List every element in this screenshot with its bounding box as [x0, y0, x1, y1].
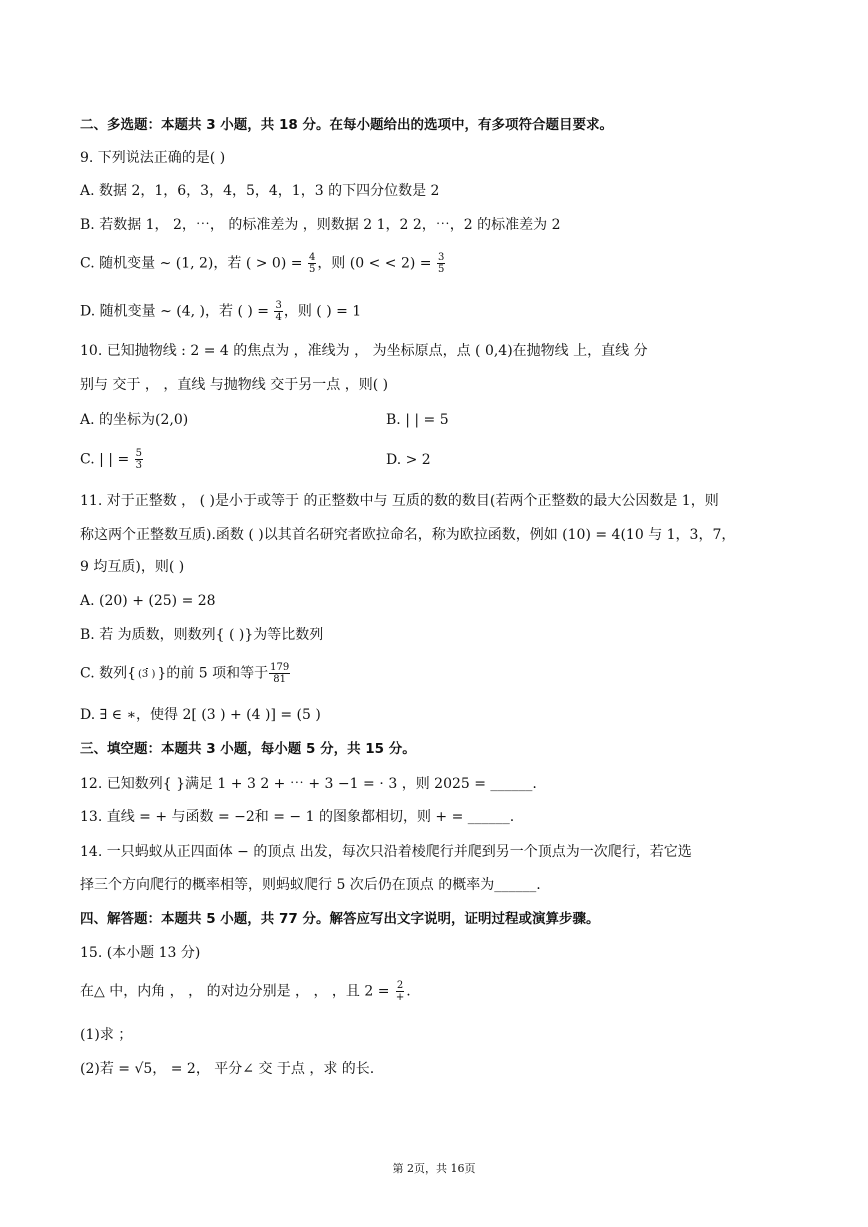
question-11-option-c [80, 662, 291, 685]
option-c-text: C. 数列{ [80, 665, 137, 682]
question-9-option-b: B. 若数据 1， 2，⋯， 的标准差为 ，则数据 2 1，2 2，⋯，2 的标准差为 2 [80, 217, 561, 233]
question-11-option-d: D. ∃ ∈ ∗，使得 2[ (3 ) + (4 )] = (5 ) [80, 707, 321, 723]
question-10-option-a: A. 的坐标为(2,0) [80, 412, 189, 428]
question-11-option-b: B. 若 为质数，则数列{ ( )}为等比数列 [80, 627, 324, 643]
question-9-stem: 9. 下列说法正确的是( ) [80, 150, 226, 166]
stem-text: . [406, 983, 411, 1000]
option-c-text: ，则 (0 < < 2) = [317, 255, 436, 272]
question-10-option-d: D. > 2 [386, 452, 431, 468]
option-c-text: }的前 5 项和等于 [157, 665, 269, 682]
question-9-option-a: A. 数据 2，1，6，3，4，5，4，1，3 的下四分位数是 2 [80, 183, 440, 199]
option-d-text: D. 随机变量 ∼ (4, )，若 ( ) = [80, 303, 274, 320]
fraction: $\frac{2}{+}$ [395, 980, 405, 1003]
option-d-text: ，则 ( ) = 1 [283, 303, 362, 320]
fraction: $\frac{5}{3}$ [135, 448, 143, 471]
question-10-line-1: 10. 已知抛物线 : 2 = 4 的焦点为 ，准线为 ， 为坐标原点，点 ( 0,4)在抛物线 上，直线 分 [80, 343, 648, 359]
option-c-text: C. 随机变量 ∼ (1, 2)，若 ( > 0) = [80, 255, 307, 272]
fraction: $\frac{4}{5}$ [308, 252, 316, 275]
question-10-option-b: B. | | = 5 [386, 412, 449, 428]
question-13: 13. 直线 = + 与函数 = −2和 = − 1 的图象都相切，则 + = ______. [80, 809, 515, 825]
question-15-part-1: (1)求 ； [80, 1027, 133, 1043]
question-9-option-d [80, 300, 361, 323]
question-10-option-c [80, 448, 144, 471]
question-11-option-a: A. (20) + (25) = 28 [80, 593, 216, 609]
section-heading-solutions: 四、解答题：本题共 5 小题，共 77 分。解答应写出文字说明，证明过程或演算步骤。 [80, 911, 600, 927]
question-12: 12. 已知数列{ }满足 1 + 3 2 + ⋯ + 3 −1 = ⋅ 3 ，则 2025 = ______. [80, 776, 537, 792]
question-14-line-2: 择三个方向爬行的概率相等，则蚂蚁爬行 5 次后仍在顶点 的概率为______. [80, 877, 541, 893]
option-c-text: C. | | = [80, 451, 134, 468]
fraction: (3 ) [138, 668, 156, 680]
section-heading-multiple-choice: 二、多选题：本题共 3 小题，共 18 分。在每小题给出的选项中，有多项符合题目要求。 [80, 117, 613, 133]
fraction: $\frac{3}{5}$ [437, 252, 445, 275]
question-14-line-1: 14. 一只蚂蚁从正四面体 − 的顶点 出发，每次只沿着棱爬行并爬到另一个顶点为一次爬行，若它选 [80, 844, 692, 860]
question-9-option-c [80, 252, 446, 275]
question-11-line-3: 9 均互质)，则( ) [80, 559, 185, 575]
fraction: $\frac{179}{81}$ [270, 662, 290, 685]
question-10-line-2: 别与 交于 ， ，直线 与抛物线 交于另一点 ，则( ) [80, 377, 389, 393]
page-footer: 第 2页，共 16页 [392, 1162, 476, 1175]
section-heading-fill-in: 三、填空题：本题共 3 小题，每小题 5 分，共 15 分。 [80, 741, 416, 757]
question-15-header: 15. (本小题 13 分) [80, 945, 201, 961]
fraction: $\frac{3}{4}$ [275, 300, 282, 323]
question-11-line-2: 称这两个正整数互质).函数 ( )以其首名研究者欧拉命名，称为欧拉函数，例如 (10) = 4(10 与 1，3，7， [80, 527, 736, 543]
question-11-line-1: 11. 对于正整数 ， ( )是小于或等于 的正整数中与 互质的数的数目(若两个正整数的最大公因数是 1，则 [80, 493, 719, 509]
question-15-part-2: (2)若 = √5， = 2， 平分∠ 交 于点 ，求 的长. [80, 1061, 375, 1077]
stem-text: 在△ 中，内角 ， ， 的对边分别是 ， ， ，且 2 = [80, 983, 394, 1000]
question-15-stem [80, 980, 411, 1003]
